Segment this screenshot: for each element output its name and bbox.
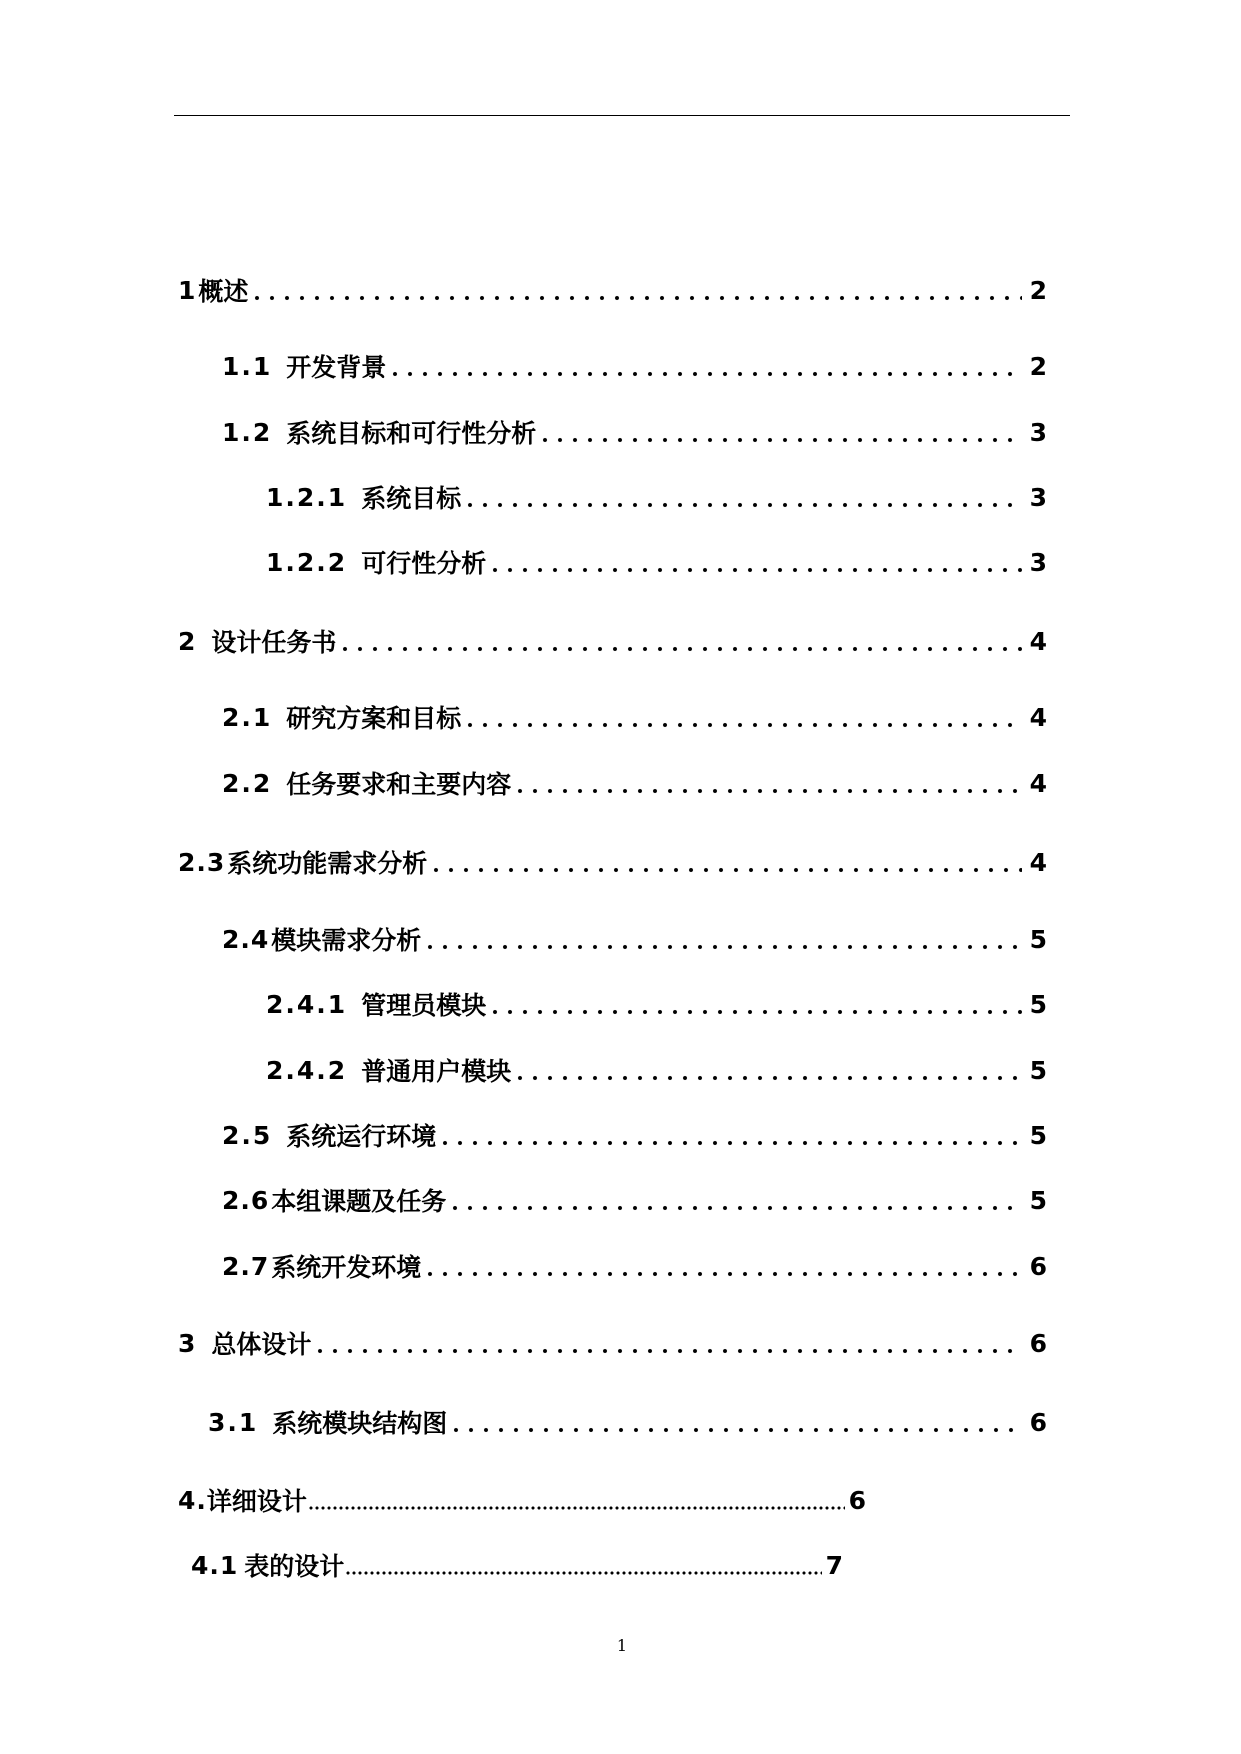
toc-entry-number: 2.4.1 bbox=[266, 989, 348, 1019]
toc-entry-page: 6 bbox=[1029, 1251, 1047, 1281]
toc-entry-title: 详细设计 bbox=[206, 1487, 307, 1516]
toc-entry bbox=[178, 624, 1047, 658]
toc-dot-leader bbox=[442, 1140, 1021, 1146]
toc-entry-number: 4.1 bbox=[191, 1550, 239, 1580]
toc-entry-number: 1.2.1 bbox=[266, 482, 348, 512]
toc-dot-leader bbox=[433, 867, 1021, 873]
toc-entry bbox=[222, 1183, 1047, 1217]
toc-entry-number: 2.2 bbox=[222, 768, 273, 798]
toc-entry-page: 3 bbox=[1029, 417, 1047, 447]
toc-entry-number: 2.6 bbox=[222, 1185, 270, 1215]
toc-entry-number: 3 bbox=[178, 1328, 198, 1358]
toc-entry bbox=[266, 987, 1047, 1021]
toc-entry-page: 4 bbox=[1029, 847, 1047, 877]
toc-dot-leader bbox=[492, 1009, 1021, 1015]
toc-entry bbox=[178, 273, 1047, 307]
toc-entry-page: 5 bbox=[1029, 924, 1047, 954]
toc-entry-page: 4 bbox=[1029, 702, 1047, 732]
toc-dot-leader bbox=[309, 1505, 845, 1511]
toc-entry bbox=[222, 700, 1047, 734]
toc-dot-leader bbox=[317, 1348, 1021, 1354]
toc-entry-page: 5 bbox=[1029, 1055, 1047, 1085]
toc-entry-title: 模块需求分析 bbox=[271, 926, 422, 955]
toc-dot-leader bbox=[254, 295, 1021, 301]
toc-entry bbox=[178, 1326, 1047, 1360]
toc-dot-leader bbox=[392, 371, 1021, 377]
toc-entry-page: 6 bbox=[1029, 1328, 1047, 1358]
toc-entry bbox=[266, 480, 1047, 514]
toc-entry-title: 系统运行环境 bbox=[286, 1122, 437, 1151]
toc-entry-title: 任务要求和主要内容 bbox=[286, 770, 512, 799]
toc-entry bbox=[266, 545, 1047, 579]
toc-entry bbox=[178, 1483, 866, 1517]
toc-dot-leader bbox=[517, 788, 1021, 794]
toc-entry-title: 设计任务书 bbox=[211, 628, 337, 657]
toc-dot-leader bbox=[427, 1271, 1021, 1277]
toc-entry-number: 2.3 bbox=[178, 847, 226, 877]
toc-entry bbox=[266, 1053, 1047, 1087]
toc-entry-number: 2.7 bbox=[222, 1251, 270, 1281]
toc-entry-title: 可行性分析 bbox=[361, 549, 487, 578]
toc-entry-page: 6 bbox=[848, 1485, 866, 1515]
toc-dot-leader bbox=[492, 567, 1021, 573]
toc-dot-leader bbox=[346, 1570, 821, 1576]
toc-entry-page: 5 bbox=[1029, 1185, 1047, 1215]
toc-entry-page: 4 bbox=[1029, 768, 1047, 798]
header-rule bbox=[174, 115, 1070, 116]
toc-entry-title: 概述 bbox=[198, 277, 249, 306]
toc-entry bbox=[208, 1405, 1047, 1439]
toc-entry bbox=[222, 349, 1047, 383]
toc-entry-number: 4. bbox=[178, 1485, 207, 1515]
toc-entry-page: 6 bbox=[1029, 1407, 1047, 1437]
toc-entry-page: 7 bbox=[825, 1550, 843, 1580]
toc-entry-number: 2.5 bbox=[222, 1120, 273, 1150]
toc-entry-number: 1.1 bbox=[222, 351, 273, 381]
toc-dot-leader bbox=[467, 722, 1021, 728]
toc-entry bbox=[222, 922, 1047, 956]
toc-entry-title: 本组课题及任务 bbox=[271, 1187, 447, 1216]
toc-entry-title: 总体设计 bbox=[211, 1330, 312, 1359]
toc-entry-page: 5 bbox=[1029, 989, 1047, 1019]
toc-entry-page: 2 bbox=[1029, 351, 1047, 381]
toc-dot-leader bbox=[542, 437, 1021, 443]
toc-entry-number: 2 bbox=[178, 626, 198, 656]
toc-entry-number: 1.2 bbox=[222, 417, 273, 447]
toc-entry-number: 1.2.2 bbox=[266, 547, 348, 577]
toc-dot-leader bbox=[427, 944, 1021, 950]
toc-entry bbox=[178, 845, 1047, 879]
toc-entry-title: 系统功能需求分析 bbox=[227, 849, 428, 878]
toc-entry-title: 系统模块结构图 bbox=[272, 1409, 448, 1438]
toc-entry-title: 系统开发环境 bbox=[271, 1253, 422, 1282]
toc-entry bbox=[222, 766, 1047, 800]
toc-entry-page: 3 bbox=[1029, 547, 1047, 577]
toc-entry-page: 2 bbox=[1029, 275, 1047, 305]
toc-entry bbox=[222, 1118, 1047, 1152]
toc-dot-leader bbox=[467, 502, 1021, 508]
toc-entry-number: 2.1 bbox=[222, 702, 273, 732]
toc-entry-page: 5 bbox=[1029, 1120, 1047, 1150]
toc-entry-title: 普通用户模块 bbox=[361, 1057, 512, 1086]
toc-entry-title: 系统目标和可行性分析 bbox=[286, 419, 537, 448]
toc-entry-number: 2.4 bbox=[222, 924, 270, 954]
toc-entry bbox=[222, 415, 1047, 449]
toc-entry-title: 系统目标 bbox=[361, 484, 462, 513]
toc-entry-title: 研究方案和目标 bbox=[286, 704, 462, 733]
toc-entry-page: 4 bbox=[1029, 626, 1047, 656]
toc-entry-number: 1 bbox=[178, 275, 197, 305]
toc-dot-leader bbox=[452, 1205, 1021, 1211]
toc-dot-leader bbox=[453, 1427, 1021, 1433]
toc-dot-leader bbox=[517, 1075, 1021, 1081]
toc-dot-leader bbox=[342, 646, 1021, 652]
toc-entry-title: 表的设计 bbox=[244, 1552, 345, 1581]
toc-entry-number: 3.1 bbox=[208, 1407, 259, 1437]
toc-entry-title: 开发背景 bbox=[286, 353, 387, 382]
toc-entry bbox=[222, 1249, 1047, 1283]
footer-page-number: 1 bbox=[616, 1636, 628, 1655]
toc-entry-page: 3 bbox=[1029, 482, 1047, 512]
toc-entry-title: 管理员模块 bbox=[361, 991, 487, 1020]
toc-entry-number: 2.4.2 bbox=[266, 1055, 348, 1085]
toc-entry bbox=[191, 1548, 843, 1582]
